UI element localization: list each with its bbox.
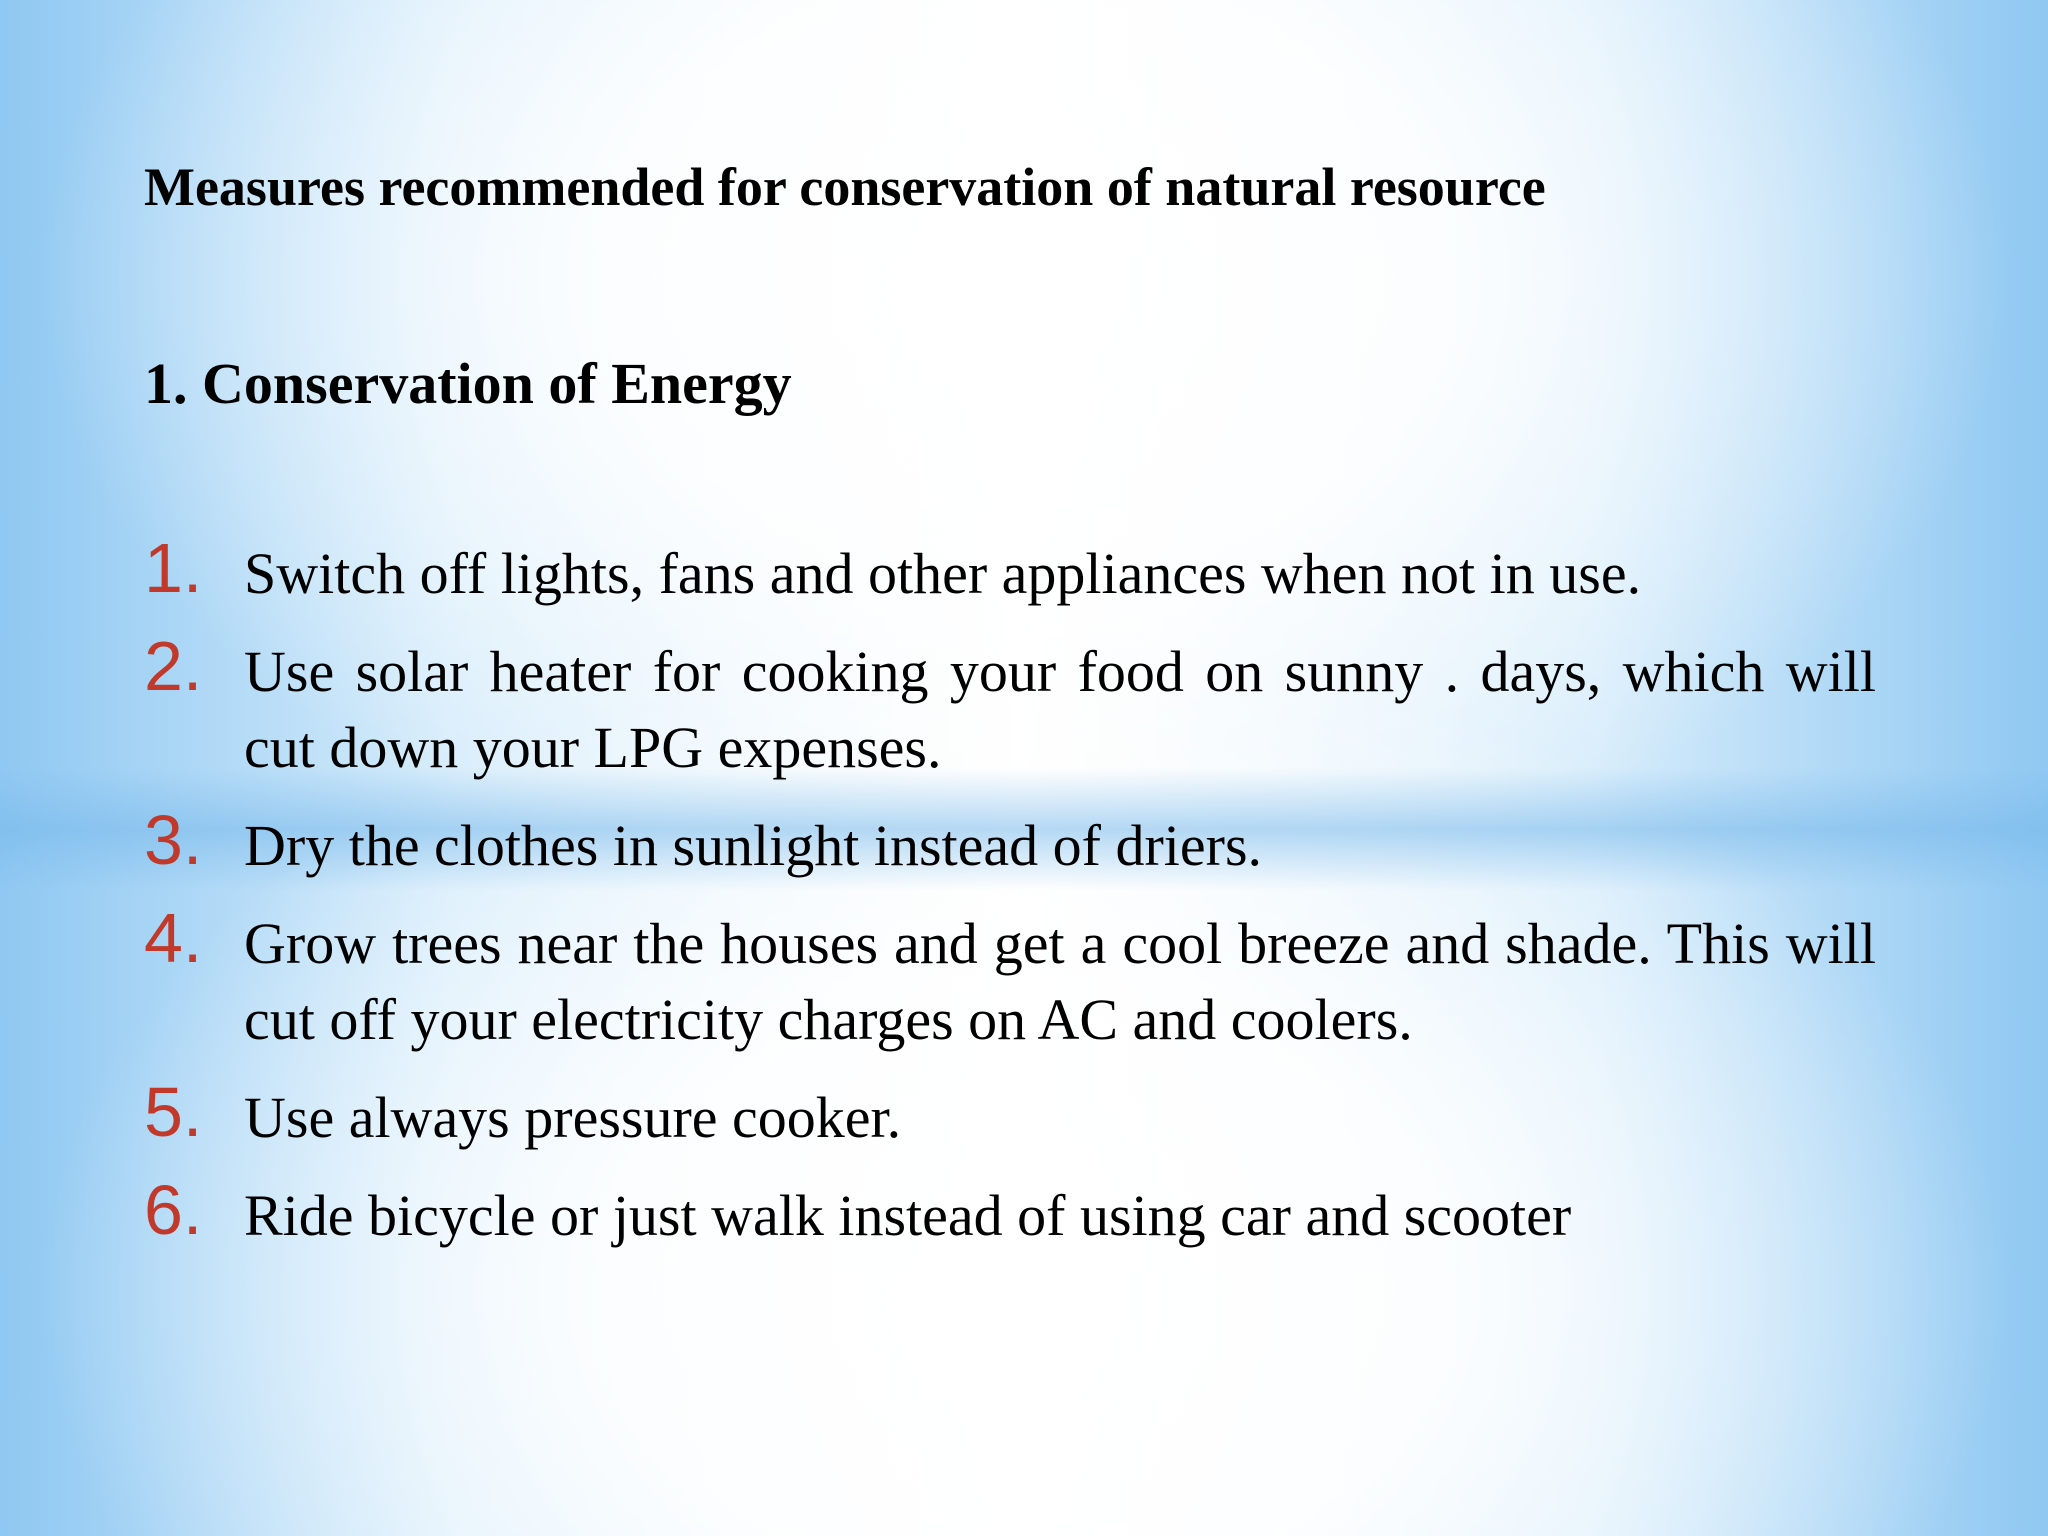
list-item-number: 4. — [144, 899, 203, 977]
list-item-number: 1. — [144, 529, 203, 607]
list-item — [144, 1171, 1876, 1254]
list-item — [144, 1073, 1876, 1156]
list-item-text: Dry the clothes in sunlight instead of driers. — [244, 813, 1263, 878]
section-heading: 1. Conservation of Energy — [144, 351, 792, 416]
list-item-number: 5. — [144, 1073, 203, 1151]
list-item-number: 3. — [144, 801, 203, 879]
list-item — [144, 899, 1876, 1058]
list-item-number: 6. — [144, 1171, 203, 1249]
list-item-text: Ride bicycle or just walk instead of using car and scooter — [244, 1183, 1572, 1248]
list-item — [144, 529, 1876, 612]
slide-title: Measures recommended for conservation of natural resource — [144, 157, 1546, 217]
list-item — [144, 627, 1876, 786]
list-item-text: Use always pressure cooker. — [244, 1085, 902, 1150]
list-item — [144, 801, 1876, 884]
list-item-text: Use solar heater for cooking your food on sunny . days, which will cut down your LPG expenses. — [244, 639, 1876, 780]
list-item-text: Switch off lights, fans and other appliances when not in use. — [244, 541, 1642, 606]
list-item-text: Grow trees near the houses and get a cool breeze and shade. This will cut off your electricity charges on AC and coolers. — [244, 911, 1876, 1052]
list-item-number: 2. — [144, 627, 203, 705]
measures-list — [144, 529, 1876, 1276]
